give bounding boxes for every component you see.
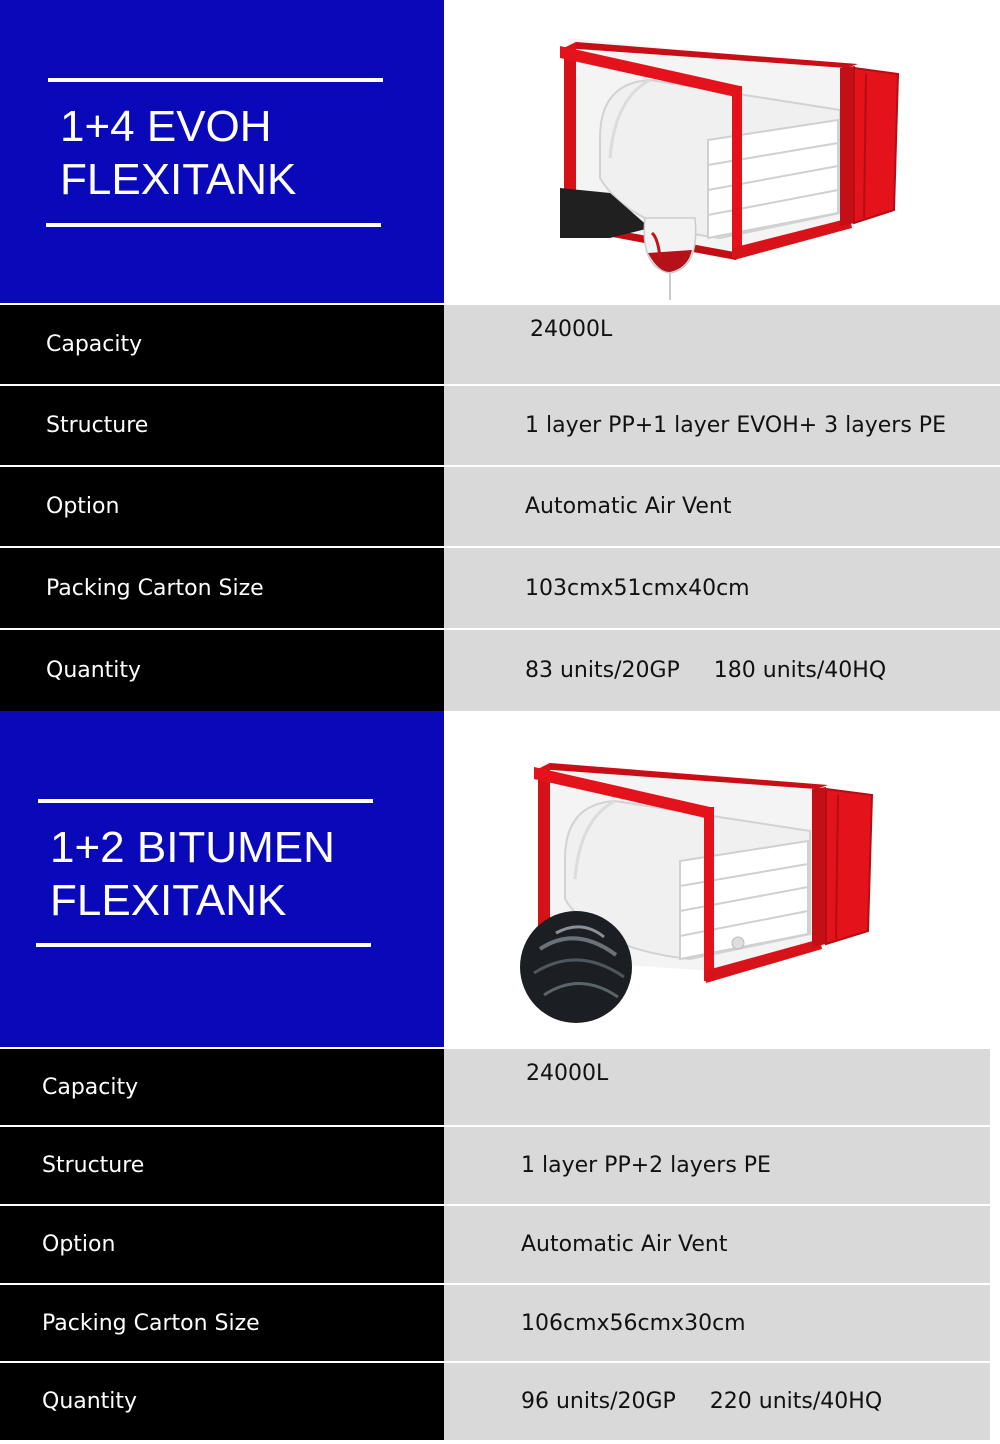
spec-label	[0, 305, 444, 384]
spec-label	[0, 1363, 444, 1440]
spec-value	[444, 1206, 990, 1283]
spec-value	[444, 630, 1000, 711]
spec-value	[444, 548, 1000, 628]
product-title-line-1: 1+4 EVOH	[60, 102, 272, 151]
spec-row-option	[0, 1206, 1000, 1283]
product-title-line-2: FLEXITANK	[50, 876, 287, 925]
spec-value-text: 24000L	[526, 1061, 609, 1086]
spec-label	[0, 1127, 444, 1204]
spec-value	[444, 1049, 990, 1125]
flexitank-container-bitumen-icon	[520, 749, 900, 1039]
spec-value	[444, 305, 1000, 384]
spec-label	[0, 1285, 444, 1361]
product-title-line-1: 1+2 BITUMEN	[50, 823, 335, 872]
spec-label	[0, 386, 444, 465]
spec-label-text: Quantity	[46, 658, 142, 683]
spec-value	[444, 1363, 990, 1440]
product-title	[50, 821, 335, 927]
title-top-rule	[48, 78, 383, 82]
spec-label-text: Structure	[46, 413, 149, 438]
spec-label	[0, 467, 444, 546]
spec-row-structure	[0, 386, 1000, 465]
spec-row-capacity	[0, 305, 1000, 384]
spec-label	[0, 630, 444, 711]
spec-row-quantity	[0, 630, 1000, 711]
title-bottom-rule	[36, 943, 371, 947]
flexitank-container-wine-icon	[540, 28, 920, 303]
title-bottom-rule	[46, 223, 381, 227]
spec-value	[444, 1285, 990, 1361]
spec-label-text: Quantity	[42, 1389, 138, 1414]
spec-value-text: 106cmx56cmx30cm	[521, 1310, 746, 1336]
spec-value-text: 1 layer PP+1 layer EVOH+ 3 layers PE	[525, 413, 946, 438]
quantity-40hq: 180 units/40HQ	[713, 658, 887, 683]
product-title	[60, 100, 296, 206]
spec-label	[0, 1049, 444, 1125]
spec-value-text: 24000L	[530, 317, 613, 342]
spec-label-text: Packing Carton Size	[46, 575, 264, 601]
spec-label-text: Capacity	[46, 332, 143, 357]
quantity-20gp: 96 units/20GP	[521, 1389, 676, 1414]
spec-row-capacity	[0, 1049, 1000, 1125]
spec-value-text: Automatic Air Vent	[525, 494, 732, 519]
spec-label	[0, 548, 444, 628]
spec-value-text: 103cmx51cmx40cm	[525, 575, 750, 601]
spec-label-text: Packing Carton Size	[42, 1310, 260, 1336]
product-header-bitumen	[0, 711, 1000, 1047]
spec-value	[444, 386, 1000, 465]
title-top-rule	[38, 799, 373, 803]
quantity-40hq: 220 units/40HQ	[709, 1389, 883, 1414]
spec-label-text: Structure	[42, 1153, 145, 1178]
spec-row-structure	[0, 1127, 1000, 1204]
spec-value	[444, 467, 1000, 546]
spec-label-text: Option	[42, 1232, 116, 1257]
spec-value-text: 1 layer PP+2 layers PE	[521, 1153, 771, 1178]
spec-row-quantity	[0, 1363, 1000, 1440]
spec-value-text: Automatic Air Vent	[521, 1232, 728, 1257]
spec-row-packing-carton-size	[0, 548, 1000, 628]
product-header-evoh	[0, 0, 1000, 303]
product-title-line-2: FLEXITANK	[60, 155, 297, 204]
quantity-20gp: 83 units/20GP	[525, 658, 680, 683]
spec-label-text: Option	[46, 494, 120, 519]
spec-label	[0, 1206, 444, 1283]
spec-value	[444, 1127, 990, 1204]
row-separator	[0, 1440, 1000, 1444]
spec-row-packing-carton-size	[0, 1285, 1000, 1361]
spec-label-text: Capacity	[42, 1074, 139, 1100]
spec-row-option	[0, 467, 1000, 546]
